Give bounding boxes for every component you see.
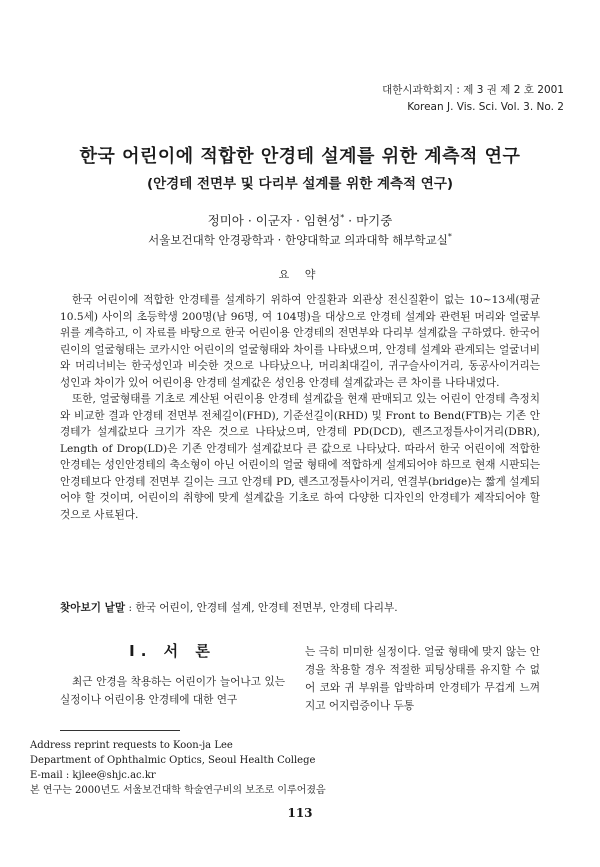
section-heading: I. 서 론 (129, 642, 216, 660)
affiliation-mark: * (447, 232, 452, 242)
intro-text-right: 는 극히 미미한 실정이다. 얼굴 형태에 맞지 않는 안경을 착용할 경우 적절한 피팅상태를 유지할 수 없어 코와 귀 부위를 압박하며 안경테가 무겁게 느껴지고 어지럼증이나 두통 (305, 646, 540, 712)
paper-title: 한국 어린이에 적합한 안경테 설계를 위한 계측적 연구 (79, 146, 521, 167)
abstract-heading: 요 약 (278, 268, 322, 281)
journal-citation-english: Korean J. Vis. Sci. Vol. 3. No. 2 (407, 101, 564, 113)
abstract (60, 292, 540, 523)
page-number: 113 (287, 806, 313, 820)
author-last: · 마기중 (344, 213, 393, 228)
abstract-paragraph-2: 또한, 얼굴형태를 기초로 계산된 어린이용 안경테 설계값을 현재 판매되고 있는 어린이 안경테 측정치와 비교한 결과 안경테 전면부 전체길이(FHD), 기준선길이(RHD) 및 Front to Bend(FTB)는 기존 안경테가 설계값보다 크기가 작은 것으로 나타났으며, 안경테 PD(DCD), 렌즈고정틀사이거리(DBR), Length of Drop(LD)은 기존 안경테가 설계값보다 큰 값으로 나타났다. 따라서 한국 어린이에 적합한 안경테는 성인안경테의 축소형이 아닌 어린이의 얼굴 형태에 적합하게 설계되어야 하므로 현재 시판되는 안경테보다 안경테 전면부 길이는 크고 안경테 PD, 렌즈고정틀사이거리, 연결부(bridge)는 짧게 설계되어야 할 것이며, 어린이의 취향에 맞게 설계값을 기초로 하여 다양한 디자인의 안경테가 제작되어야 할 것으로 사료된다. (60, 393, 540, 521)
footnote-line-3: E-mail : kjlee@shjc.ac.kr (30, 770, 156, 781)
abstract-paragraph-1: 한국 어린이에 적합한 안경테를 설계하기 위하여 안질환과 외관상 전신질환이 없는 10~13세(평균 10.5세) 사이의 초등학생 200명(남 96명, 여 104명)을 대상으로 안경테 설계와 관련된 머리와 얼굴부위를 계측하고, 이 자료를 바탕으로 한국 어린이용 안경테의 전면부와 다리부 설계값을 구하였다. 한국어린이의 얼굴형태는 코카시안 어린이의 얼굴형태와 차이를 나타냈으며, 안경테 설계와 관계되는 얼굴너비와 머리너비는 한국성인과 비슷한 것으로 나타났으나, 머리최대길이, 귀구슬사이거리, 동공사이거리는 성인과 차이가 있어 어린이용 안경테 설계값은 성인용 안경테 설계값과는 큰 차이를 나타내었다. (60, 294, 540, 389)
affiliation (0, 232, 600, 248)
keywords-label: 찾아보기 낱말 (60, 602, 126, 614)
author-list (0, 211, 600, 229)
left-column (60, 640, 285, 709)
intro-text-left: 최근 안경을 착용하는 어린이가 늘어나고 있는 실정이나 어린이용 안경테에 대한 연구 (60, 676, 285, 706)
keywords-text: : 한국 어린이, 안경테 설계, 안경테 전면부, 안경테 다리부. (125, 602, 398, 614)
footnote-line-1: Address reprint requests to Koon-ja Lee (30, 740, 233, 751)
footnote-line-2: Department of Ophthalmic Optics, Seoul Health College (30, 755, 316, 766)
footnote (30, 738, 326, 798)
journal-header (382, 82, 564, 116)
footnote-line-4: 본 연구는 2000년도 서울보건대학 학술연구비의 보조로 이루어졌음 (30, 785, 326, 796)
journal-citation-korean: 대한시과학회지 : 제 3 권 제 2 호 2001 (382, 84, 564, 96)
author-names: 정미아 · 이군자 · 임현성 (207, 213, 341, 228)
keywords (60, 600, 540, 615)
affiliation-text: 서울보건대학 안경광학과 · 한양대학교 의과대학 해부학교실 (148, 233, 448, 247)
paper-subtitle: (안경테 전면부 및 다리부 설계를 위한 계측적 연구) (146, 176, 454, 192)
author-mark: * (340, 212, 345, 222)
footnote-divider (60, 730, 180, 731)
